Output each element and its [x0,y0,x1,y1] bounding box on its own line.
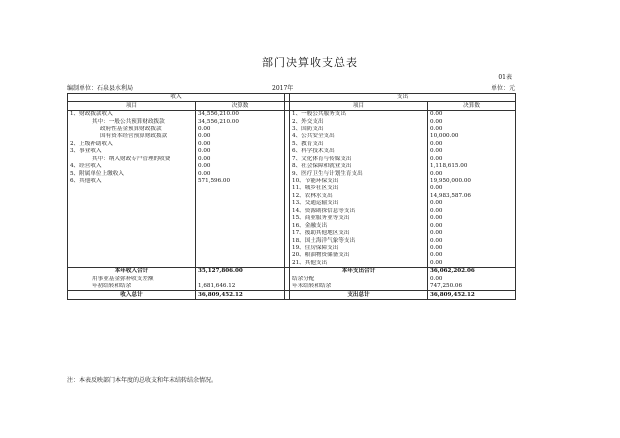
income-value: 571,596.00 [196,178,285,185]
expense-value: 0.00 [428,148,516,155]
income-value [196,260,285,268]
income-value [196,215,285,222]
expense-value: 0.00 [428,276,516,283]
summary-table [67,93,516,300]
table-row [68,193,516,200]
expense-value: 0.00 [428,260,516,268]
table-row [68,148,516,155]
expense-label: 19、住房保障支出 [290,245,428,252]
income-label: 政府性基金预算财政拨款 [68,126,196,133]
expense-value: 0.00 [428,237,516,244]
expense-value: 1,118,615.00 [428,163,516,170]
income-label: 国有资本经营预算财政拨款 [68,133,196,140]
expense-amount-header: 决算数 [428,102,516,110]
income-label [68,193,196,200]
income-label [68,230,196,237]
expense-label: 1、一般公共服务支出 [290,110,428,118]
income-label: 4、经营收入 [68,163,196,170]
income-value: 0.00 [196,163,285,170]
table-row [68,200,516,207]
income-label: 用事业基金弥补收支差额 [68,276,196,283]
income-label [68,208,196,215]
income-value [196,237,285,244]
table-row [68,230,516,237]
table-row [68,237,516,244]
footnote: 注：本表反映部门本年度的总收支和年末结转结余情况。 [67,377,218,384]
table-row [68,260,516,268]
expense-label: 16、金融支出 [290,222,428,229]
expense-value: 36,062,202.06 [428,268,516,276]
expense-value: 0.00 [428,110,516,118]
table-row [68,283,516,291]
expense-item-header: 项目 [290,102,428,110]
income-value: 34,556,210.00 [196,110,285,118]
income-value [196,185,285,192]
expense-label: 结余分配 [290,276,428,283]
expense-value: 0.00 [428,215,516,222]
income-label [68,222,196,229]
expense-value: 0.00 [428,141,516,148]
income-value [196,252,285,259]
income-value: 35,127,806.00 [196,268,285,276]
income-value: 0.00 [196,141,285,148]
income-value [196,193,285,200]
unit-label: 编制单位：石泉县水利局 [67,85,134,92]
expense-value: 19,950,000.00 [428,178,516,185]
expense-header: 支出 [290,94,516,102]
table-row [68,178,516,185]
income-value: 0.00 [196,126,285,133]
year-label: 2017年 [272,85,294,92]
expense-label: 支出总计 [290,291,428,299]
income-value: 36,809,452.12 [196,291,285,299]
expense-label: 11、城乡社区支出 [290,185,428,192]
expense-value: 0.00 [428,200,516,207]
expense-value: 0.00 [428,252,516,259]
income-label: 3、事业收入 [68,148,196,155]
income-label [68,215,196,222]
expense-label: 2、外交支出 [290,118,428,125]
income-value [196,276,285,283]
income-value: 0.00 [196,156,285,163]
table-row [68,215,516,222]
expense-label: 7、文化体育与传媒支出 [290,156,428,163]
income-label: 1、财政拨款收入 [68,110,196,118]
expense-label: 18、国土海洋气象等支出 [290,237,428,244]
table-row [68,276,516,283]
expense-value: 14,983,587.06 [428,193,516,200]
table-row [68,118,516,125]
table-row [68,126,516,133]
expense-value: 0.00 [428,245,516,252]
expense-value: 0.00 [428,230,516,237]
income-item-header: 项目 [68,102,196,110]
income-value [196,245,285,252]
expense-label: 4、公共安全支出 [290,133,428,140]
income-value: 0.00 [196,148,285,155]
expense-value: 0.00 [428,118,516,125]
income-label: 其中：一般公共预算财政拨款 [68,118,196,125]
income-label: 本年收入合计 [68,268,196,276]
expense-label: 15、商业服务业等支出 [290,215,428,222]
expense-value: 0.00 [428,222,516,229]
expense-label: 14、资源勘探信息等支出 [290,208,428,215]
form-number: 01表 [498,74,512,81]
table-row [68,170,516,177]
table-row [68,110,516,118]
income-label: 5、附属单位上缴收入 [68,170,196,177]
section-header-row [68,94,516,102]
expense-label: 13、交通运输支出 [290,200,428,207]
expense-label: 3、国防支出 [290,126,428,133]
expense-label: 20、粮油物资储备支出 [290,252,428,259]
income-value [196,200,285,207]
income-amount-header: 决算数 [196,102,285,110]
income-label [68,185,196,192]
expense-value: 747,250.06 [428,283,516,291]
income-header: 收入 [68,94,285,102]
expense-value: 0.00 [428,126,516,133]
currency-label: 单位：元 [490,85,515,92]
table-row [68,156,516,163]
expense-label: 年末结转和结余 [290,283,428,291]
expense-label: 本年支出合计 [290,268,428,276]
expense-label: 8、社会保障和就业支出 [290,163,428,170]
income-value [196,230,285,237]
expense-label: 5、教育支出 [290,141,428,148]
expense-value: 0.00 [428,208,516,215]
page-title: 部门决算收支总表 [262,56,358,69]
income-label: 收入总计 [68,291,196,299]
income-value: 1,681,646.12 [196,283,285,291]
expense-value: 10,000.00 [428,133,516,140]
income-label: 2、上级补助收入 [68,141,196,148]
income-label [68,237,196,244]
expense-value: 0.00 [428,156,516,163]
income-label: 6、其他收入 [68,178,196,185]
column-header-row [68,102,516,110]
income-value: 0.00 [196,133,285,140]
income-value: 0.00 [196,170,285,177]
expense-value: 0.00 [428,185,516,192]
expense-label: 21、其他支出 [290,260,428,268]
income-label [68,200,196,207]
table-row [68,163,516,170]
table-row [68,245,516,252]
expense-value: 36,809,452.12 [428,291,516,299]
expense-value: 0.00 [428,170,516,177]
income-value [196,208,285,215]
income-label [68,260,196,268]
expense-label: 12、农林水支出 [290,193,428,200]
income-label [68,252,196,259]
table-row [68,252,516,259]
income-value [196,222,285,229]
expense-label: 6、科学技术支出 [290,148,428,155]
table-row [68,222,516,229]
income-value: 34,556,210.00 [196,118,285,125]
grand-total-row [68,291,516,299]
table-row [68,133,516,140]
expense-label: 17、援助其他地区支出 [290,230,428,237]
table-row [68,141,516,148]
expense-label: 10、节能环保支出 [290,178,428,185]
income-label [68,245,196,252]
year-total-row [68,268,516,276]
income-label: 其中：纳入财政专户管理的收费 [68,156,196,163]
income-label: 年初结转和结余 [68,283,196,291]
table-row [68,185,516,192]
table-row [68,208,516,215]
expense-label: 9、医疗卫生与计划生育支出 [290,170,428,177]
